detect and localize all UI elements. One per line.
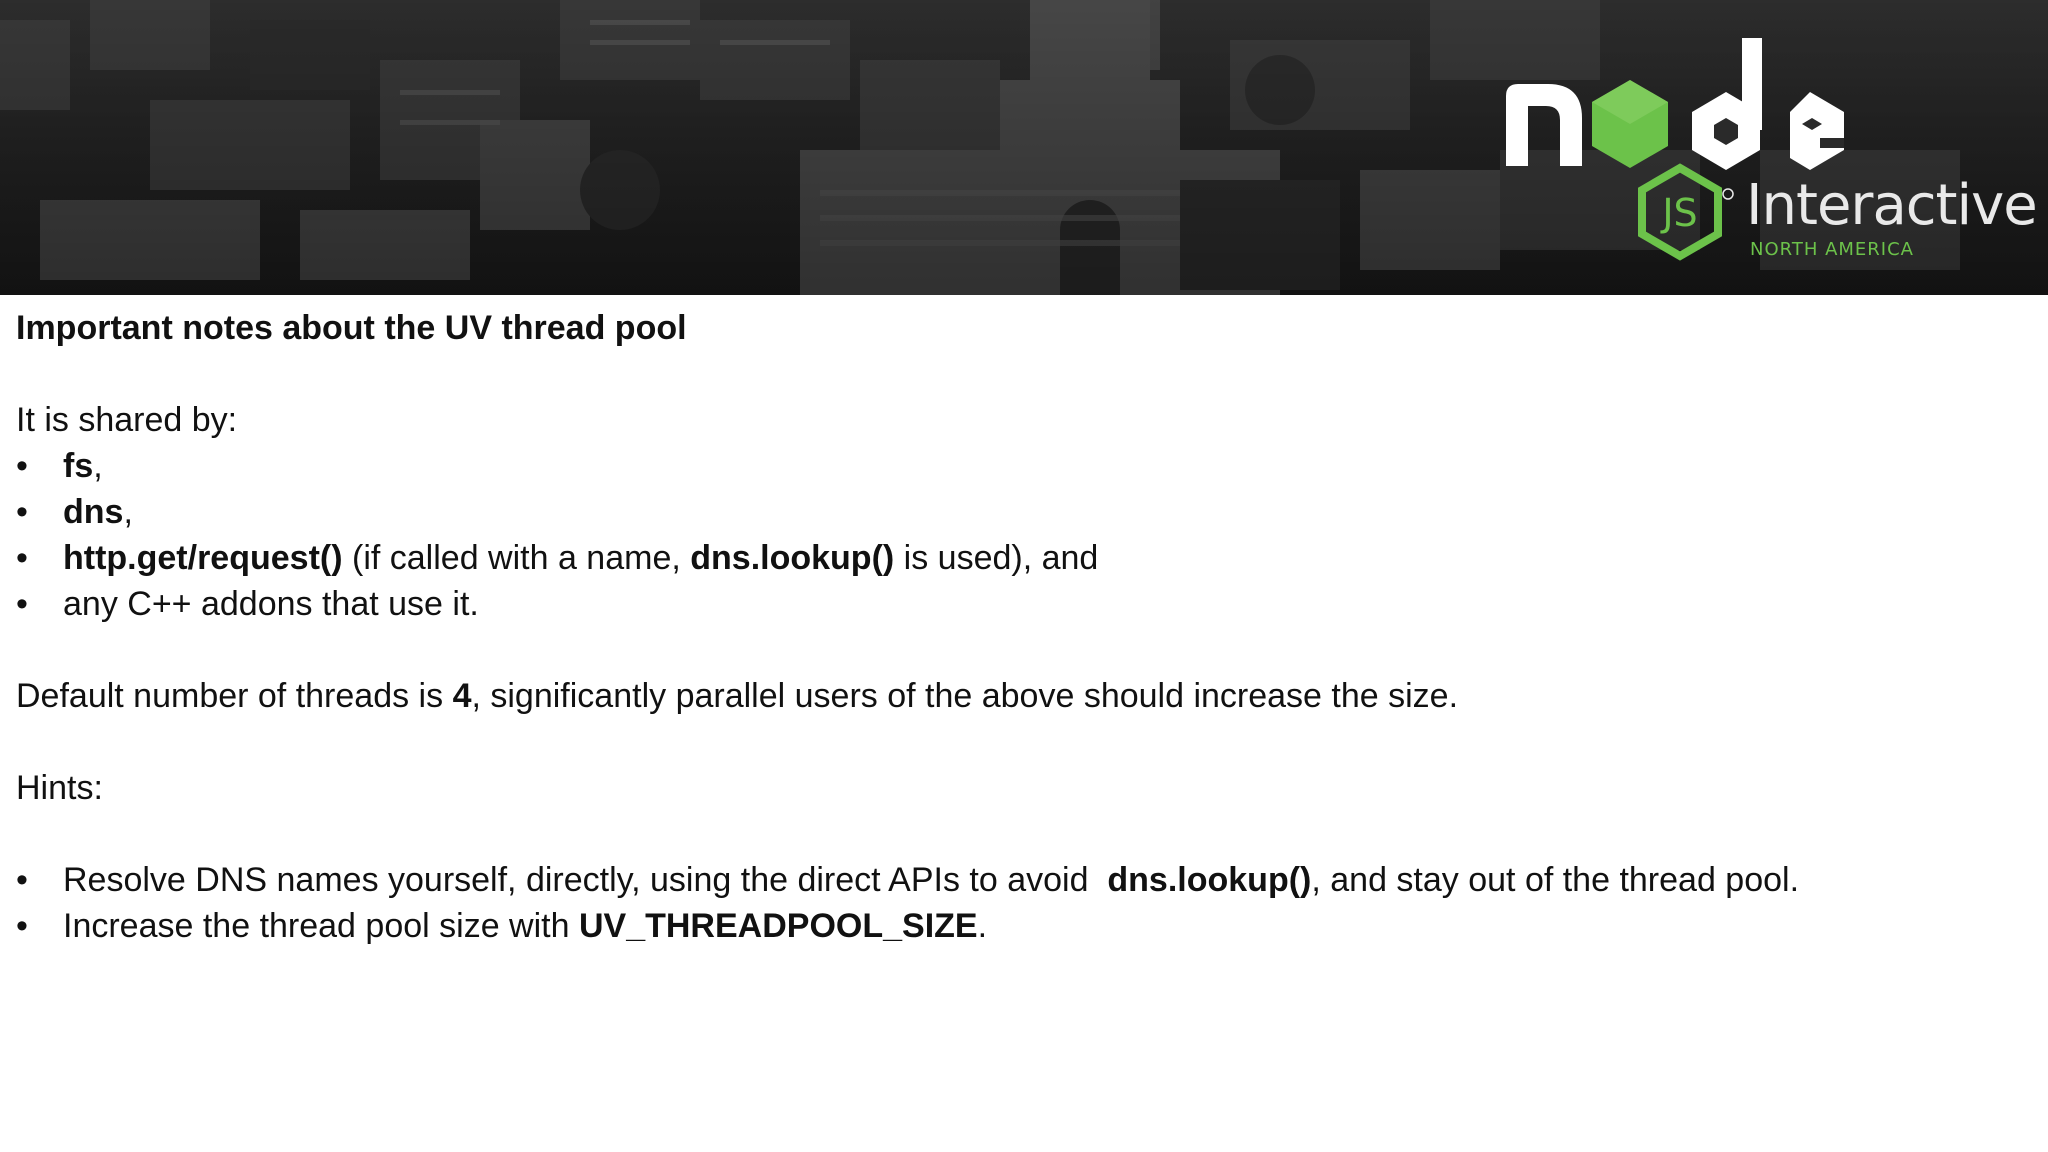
bullet-icon: •: [16, 493, 28, 531]
default-prefix: Default number of threads is: [16, 677, 453, 715]
bullet-text: is used), and: [894, 539, 1099, 577]
bullet-text: (if called with a name,: [342, 539, 691, 577]
slide-title: Important notes about the UV thread pool: [16, 309, 687, 347]
js-logo-text: JS: [1662, 191, 1698, 235]
shared-intro: It is shared by:: [16, 401, 238, 439]
list-item: [16, 443, 2026, 489]
bullet-text: ,: [93, 447, 103, 485]
spacer: [16, 811, 2026, 857]
hint-text: Resolve DNS names yourself, directly, using the direct APIs to avoid: [63, 861, 1108, 899]
list-item: [16, 903, 2026, 949]
spacer: [16, 627, 2026, 673]
hint-text: .: [977, 907, 988, 945]
list-item: [16, 535, 2026, 581]
list-item: [16, 489, 2026, 535]
header-banner: [0, 0, 2048, 295]
hint-bold: dns.lookup(): [1107, 861, 1312, 899]
spacer: [16, 719, 2026, 765]
bullet-icon: •: [16, 447, 28, 485]
spacer: [16, 351, 2026, 397]
bullet-icon: •: [16, 907, 28, 945]
hint-text: , and stay out of the thread pool.: [1311, 861, 1800, 899]
hint-text: Increase the thread pool size with: [63, 907, 579, 945]
bullet-bold: dns: [63, 493, 124, 531]
list-item: [16, 581, 2026, 627]
bullet-bold: http.get/request(): [63, 539, 343, 577]
bullet-bold: dns.lookup(): [690, 539, 895, 577]
logo-interactive-text: Interactive: [1746, 173, 2037, 238]
slide-content: [16, 305, 2026, 949]
default-value: 4: [452, 677, 472, 715]
bullet-text: ,: [123, 493, 133, 531]
default-suffix: , significantly parallel users of the above should increase the size.: [471, 677, 1459, 715]
bullet-bold: fs: [63, 447, 94, 485]
bullet-icon: •: [16, 861, 28, 899]
bullet-text: any C++ addons that use it.: [63, 585, 479, 623]
hint-bold: UV_THREADPOOL_SIZE: [578, 907, 978, 945]
bullet-icon: •: [16, 585, 28, 623]
logo-region-text: NORTH AMERICA: [1750, 239, 1914, 260]
list-item: [16, 857, 2026, 903]
default-threads-line: [16, 673, 2026, 719]
hints-label: Hints:: [16, 769, 103, 807]
bullet-icon: •: [16, 539, 28, 577]
